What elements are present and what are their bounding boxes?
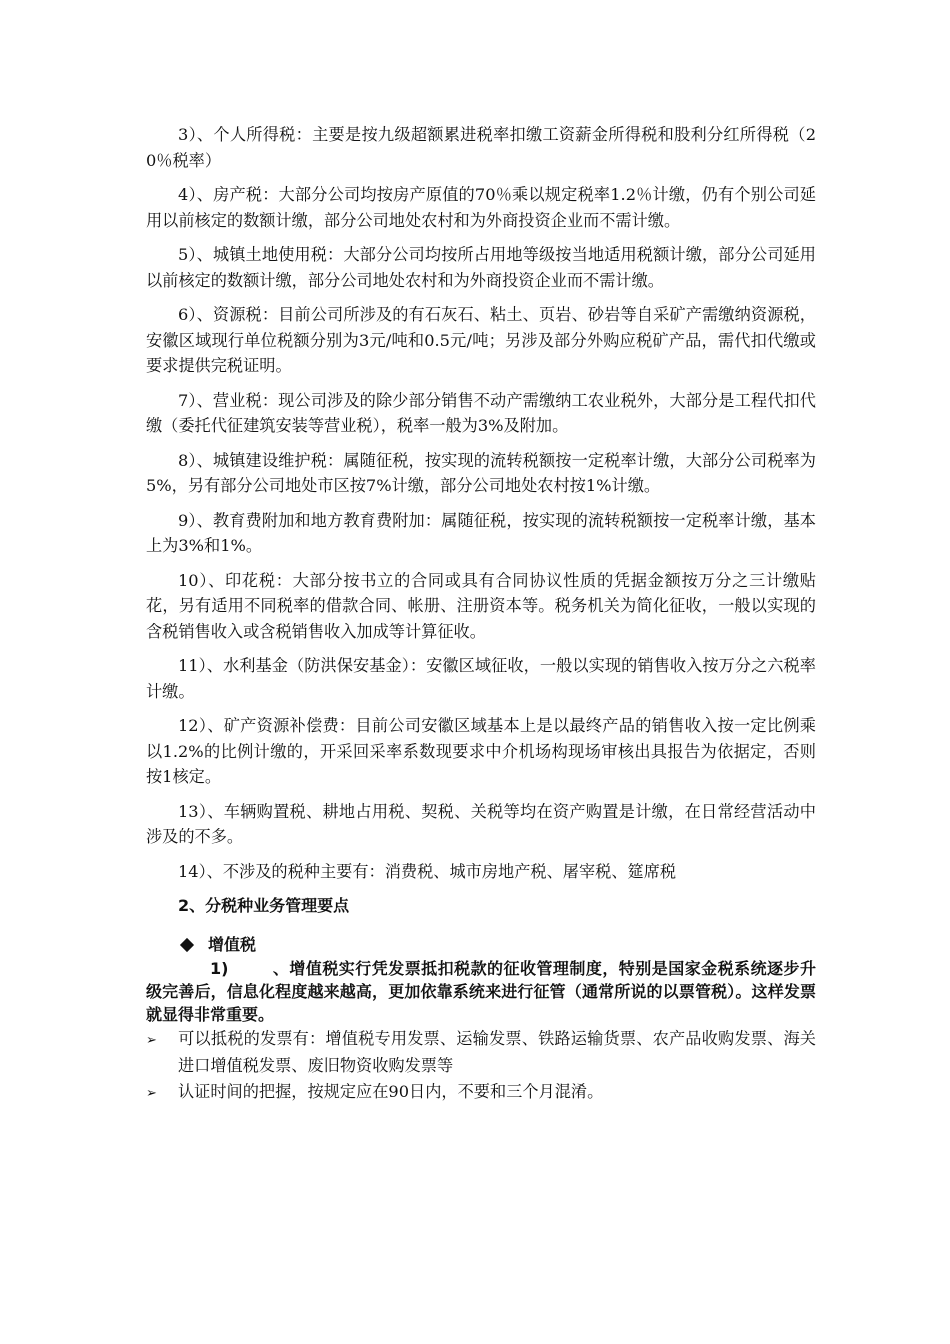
paragraph-4: 4）、房产税：大部分公司均按房产原值的70％乘以规定税率1.2％计缴，仍有个别公司延用以前核定的数额计缴，部分公司地处农村和为外商投资企业而不需计缴。	[146, 185, 816, 230]
list-item-text: 认证时间的把握，按规定应在90日内，不要和三个月混淆。	[178, 1081, 604, 1101]
document-page	[146, 122, 816, 1106]
vat-paragraph-number: 1)	[210, 958, 229, 978]
paragraph-14: 14）、不涉及的税种主要有：消费税、城市房地产税、屠宰税、筵席税	[178, 861, 677, 881]
list-item	[146, 1079, 816, 1107]
list-item-text: 可以抵税的发票有：增值税专用发票、运输发票、铁路运输货票、农产品收购发票、海关进口增值税发票、废旧物资收购发票等	[178, 1028, 816, 1075]
list-item	[146, 1026, 816, 1079]
paragraph-5: 5）、城镇土地使用税：大部分公司均按所占用地等级按当地适用税额计缴，部分公司延用以前核定的数额计缴，部分公司地处农村和为外商投资企业而不需计缴。	[146, 245, 816, 290]
paragraph-10: 10）、印花税：大部分按书立的合同或具有合同协议性质的凭据金额按万分之三计缴贴花，另有适用不同税率的借款合同、帐册、注册资本等。税务机关为简化征收，一般以实现的含税销售收入或含税销售收入加成等计算征收。	[146, 570, 816, 641]
section-heading: 2、分税种业务管理要点	[178, 896, 350, 915]
paragraph-12: 12）、矿产资源补偿费：目前公司安徽区域基本上是以最终产品的销售收入按一定比例乘以1.2%的比例计缴的，开采回采率系数现要求中介机场构现场审核出具报告为依据定，否则按1核定。	[146, 716, 816, 786]
vat-paragraph-1	[146, 957, 816, 1026]
diamond-bullet-icon	[180, 937, 194, 951]
subheading-vat	[182, 933, 816, 957]
arrow-bullet-icon: ➢	[146, 1085, 157, 1101]
vat-paragraph-text: 、增值税实行凭发票抵扣税款的征收管理制度，特别是国家金税系统逐步升级完善后，信息化程度越来越高，更加依靠系统来进行征管（通常所说的以票管税）。这样发票就显得非常重要。	[146, 958, 816, 1024]
arrow-bullet-icon: ➢	[146, 1032, 157, 1048]
paragraph-8: 8）、城镇建设维护税：属随征税，按实现的流转税额按一定税率计缴，大部分公司税率为5%，另有部分公司地处市区按7%计缴，部分公司地处农村按1%计缴。	[146, 450, 816, 495]
paragraph-11: 11）、水利基金（防洪保安基金）：安徽区域征收，一般以实现的销售收入按万分之六税率计缴。	[146, 656, 816, 701]
paragraph-7: 7）、营业税：现公司涉及的除少部分销售不动产需缴纳工农业税外，大部分是工程代扣代缴（委托代征建筑安装等营业税），税率一般为3%及附加。	[146, 390, 816, 435]
paragraph-6: 6）、资源税：目前公司所涉及的有石灰石、粘土、页岩、砂岩等自采矿产需缴纳资源税，安徽区域现行单位税额分别为3元/吨和0.5元/吨；另涉及部分外购应税矿产品，需代扣代缴或要求提供完税证明。	[146, 305, 816, 375]
paragraph-3: 3）、个人所得税：主要是按九级超额累进税率扣缴工资薪金所得税和股利分红所得税（20％税率）	[146, 125, 816, 170]
paragraph-13: 13）、车辆购置税、耕地占用税、契税、关税等均在资产购置是计缴，在日常经营活动中涉及的不多。	[146, 801, 816, 846]
subheading-label: 增值税	[208, 934, 257, 954]
paragraph-9: 9）、教育费附加和地方教育费附加：属随征税，按实现的流转税额按一定税率计缴，基本上为3%和1%。	[146, 510, 816, 555]
